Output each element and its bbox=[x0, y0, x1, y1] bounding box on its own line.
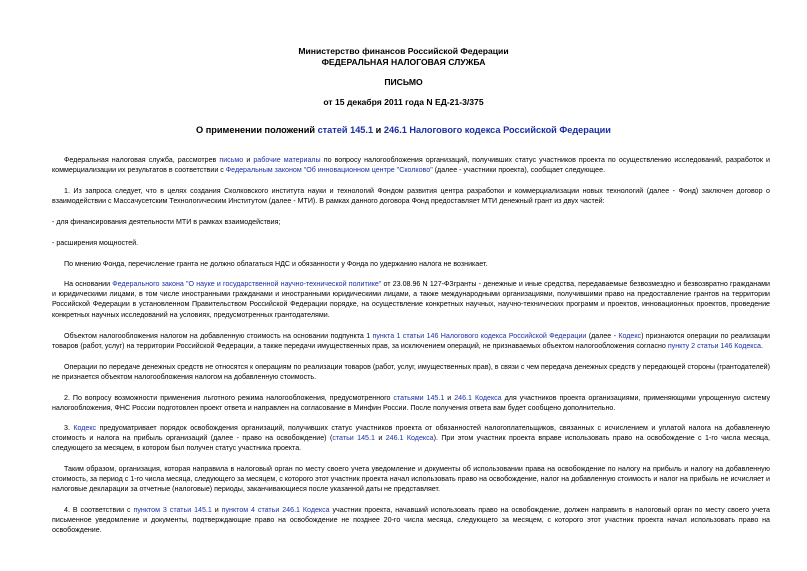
link-article-145-1-p3[interactable]: пунктом 3 статьи 145.1 bbox=[133, 506, 212, 514]
link-article-246-1-p4[interactable]: пунктом 4 статьи 246.1 Кодекса bbox=[221, 506, 330, 514]
paragraph-text: от 23.08.96 N 127-ФЗгранты - денежные и иные средства, передаваемые безвозмездно и безвозвратно гражданами и юридическими лицами, в том числе иностранными гражданами и иностранными юридическими лицами, а также международными организациями, получившими право на предоставление грантов на территории Российской Федерации в установленном Правительством Российской Федерации порядке, на осуществление конкретных научных, научно-технических программ и проектов, инновационных проектов, проведение конкретных научных исследований на условиях, предусмотренных грантодателями. bbox=[52, 280, 771, 319]
paragraph-text: 3. bbox=[64, 424, 74, 432]
title-text: и bbox=[373, 125, 384, 135]
paragraph-text: по вопросу налогообложения организаций, получивших статус участников проекта по осуществлению исследований, разработок и коммерциализации их результатов в соответствии с bbox=[52, 156, 770, 175]
paragraph-text: Объектом налогообложения налогом на добавленную стоимость на основании подпункта 1 bbox=[64, 332, 373, 340]
paragraph-text: для участников проекта организациями, применяющими упрощенную систему налогообложения, ФНС России подготовлен проект ответа и направлен на согласование в Минфин России. После получения ответа вам будет сообщено дополнительно. bbox=[52, 394, 771, 413]
link-article-145-1[interactable]: статьи 145.1 bbox=[332, 434, 375, 443]
document-type: ПИСЬМО bbox=[384, 77, 423, 87]
link-article-246-1-code[interactable]: 246.1 Кодекса bbox=[454, 394, 502, 402]
paragraph-text: ) признаются операции по реализации товаров (работ, услуг) на территории Российской Федерации, а также передачи имущественных прав, за исключением операций, не признаваемых объектом налогообложения согласно bbox=[52, 332, 770, 351]
paragraph-text: и bbox=[374, 434, 386, 443]
paragraph-text: Федеральная налоговая служба, рассмотрев bbox=[64, 156, 220, 164]
paragraph-text: ). При этом участник проекта вправе использовать право на освобождение с 1-го числа месяца, следующего за месяцем, в котором был получен статус участника проекта. bbox=[52, 434, 771, 453]
paragraph-money-transfer: Операции по передаче денежных средств не относятся к операциям по реализации товаров (работ, услуг, имущественных прав), в связи с чем передача денежных средств у передающей стороны (грантодателей) не признается объектом налогообложения налогом на добавленную стоимость. bbox=[52, 363, 770, 382]
paragraph-text: На основании bbox=[64, 280, 113, 288]
title-text: О применении положений bbox=[196, 125, 318, 135]
paragraph-grant-law bbox=[52, 279, 770, 320]
paragraph-2 bbox=[52, 393, 770, 413]
link-article-146-p1[interactable]: пункта 1 статьи 146 Налогового кодекса Российской Федерации bbox=[372, 332, 587, 340]
document-date: от 15 декабря 2011 года N ЕД-21-3/375 bbox=[323, 97, 484, 107]
link-article-146-p2[interactable]: пункту 2 статьи 146 Кодекса bbox=[667, 342, 761, 351]
paragraph-list-item-2: - расширения мощностей. bbox=[52, 239, 139, 247]
link-code[interactable]: Кодекс bbox=[618, 332, 642, 340]
link-skolkovo-law[interactable]: Федеральным законом "Об инновационном центре "Сколково" bbox=[225, 166, 433, 175]
paragraph-4 bbox=[52, 505, 770, 536]
link-article-246-1-code[interactable]: 246.1 Кодекса bbox=[385, 434, 434, 443]
paragraph-text: предусматривает порядок освобождения организаций, получивших статус участников проекта от обязанностей налогоплательщиков, связанных с исчислением и уплатой налога на добавленную стоимость и налога на прибыль организаций (далее - право на освобождение) ( bbox=[52, 424, 770, 443]
title-link-article-246-1[interactable]: 246.1 Налогового кодекса Российской Федерации bbox=[383, 125, 611, 135]
paragraph-text: . bbox=[760, 342, 763, 351]
service-name: ФЕДЕРАЛЬНАЯ НАЛОГОВАЯ СЛУЖБА bbox=[321, 57, 486, 67]
paragraph-text: (далее - участники проекта), сообщает следующее. bbox=[432, 166, 606, 175]
paragraph-text: участник проекта, начавший использовать право на освобождение, должен направить в налоговый орган по месту своего учета письменное уведомление и документы, подтверждающие право на освобождение не позднее 20-го числа месяца, следующего за месяцем, с которого этот участник проекта начал использовать право на освобождение. bbox=[52, 506, 771, 535]
title-link-article-145-1[interactable]: статей 145.1 bbox=[317, 125, 374, 135]
paragraph-conclusion: Таким образом, организация, которая направила в налоговый орган по месту своего учета уведомление и документы об использовании права на освобождение по налогу на прибыль и налогу на добавленную стоимость, за период с 1-го числа месяца, следующего за месяцем, с которого этот участник проекта начал использовать право на освобождение, налог на добавленную стоимость и налог на прибыль не исчисляет и налоговые декларации за отчетные (налоговые) периоды, заканчивающиеся после указанной даты не представляет. bbox=[52, 465, 770, 494]
paragraph-text: и bbox=[211, 506, 222, 514]
paragraph-list-item-1: - для финансирования деятельности МТИ в рамках взаимодействия; bbox=[52, 218, 281, 226]
link-science-law[interactable]: Федерального закона "О науке и государственной научно-технической политике" bbox=[112, 280, 382, 288]
paragraph-vat-object bbox=[52, 331, 770, 351]
paragraph-text: 2. По вопросу возможности применения льготного режима налогообложения, предусмотренного bbox=[64, 394, 394, 402]
link-letter[interactable]: письмо bbox=[219, 156, 244, 164]
paragraph-fund-opinion: По мнению Фонда, перечисление гранта не должно облагаться НДС и обязанности у Фонда по удержанию налога не возникает. bbox=[64, 260, 488, 268]
paragraph-text: и bbox=[243, 156, 254, 164]
ministry-name: Министерство финансов Российской Федерации bbox=[298, 46, 509, 56]
paragraph-1: 1. Из запроса следует, что в целях создания Сколковского института науки и технологий Фондом развития центра разработки и коммерциализации новых технологий (далее - Фонд) заключен договор о взаимодействии с Массачусетским Технологическим Институтом (далее - МТИ). В рамках данного договора Фонд предоставляет МТИ денежный грант из двух частей: bbox=[52, 187, 770, 206]
document-title bbox=[0, 125, 807, 136]
link-articles-145-1[interactable]: статьями 145.1 bbox=[393, 394, 445, 402]
link-working-materials[interactable]: рабочие материалы bbox=[253, 156, 321, 164]
link-code[interactable]: Кодекс bbox=[73, 424, 97, 432]
paragraph-intro bbox=[52, 155, 770, 175]
paragraph-text: и bbox=[444, 394, 455, 402]
paragraph-text: (далее - bbox=[586, 332, 619, 340]
paragraph-3 bbox=[52, 423, 770, 454]
paragraph-text: 4. В соответствии с bbox=[64, 506, 134, 514]
